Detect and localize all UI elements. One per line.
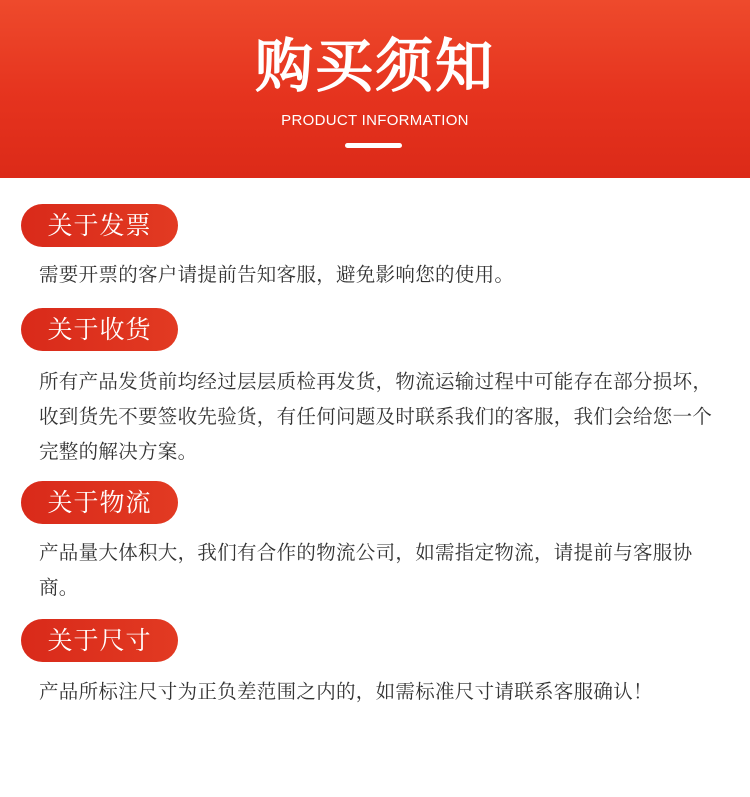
page-title: 购买须知 [254, 32, 495, 100]
section-text-receipt: 所有产品发货前均经过层层质检再发货，物流运输过程中可能存在部分损坏，收到货先不要签收先验货，有任何问题及时联系我们的客服，我们会给您一个完整的解决方案。 [39, 370, 713, 463]
section-text-invoice: 需要开票的客户请提前告知客服，避免影响您的使用。 [39, 263, 515, 286]
page-header [0, 0, 750, 178]
section-badge-logistics: 关于物流 [21, 481, 178, 524]
section-text-size: 产品所标注尺寸为正负差范围之内的，如需标准尺寸请联系客服确认！ [39, 680, 653, 703]
section-text-logistics: 产品量大体积大，我们有合作的物流公司，如需指定物流，请提前与客服协商。 [39, 541, 693, 599]
section-badge-invoice: 关于发票 [21, 204, 178, 247]
page-subtitle: PRODUCT INFORMATION [281, 112, 469, 129]
section-badge-size: 关于尺寸 [21, 619, 178, 662]
title-underline-divider [345, 143, 402, 148]
section-badge-receipt: 关于收货 [21, 308, 178, 351]
